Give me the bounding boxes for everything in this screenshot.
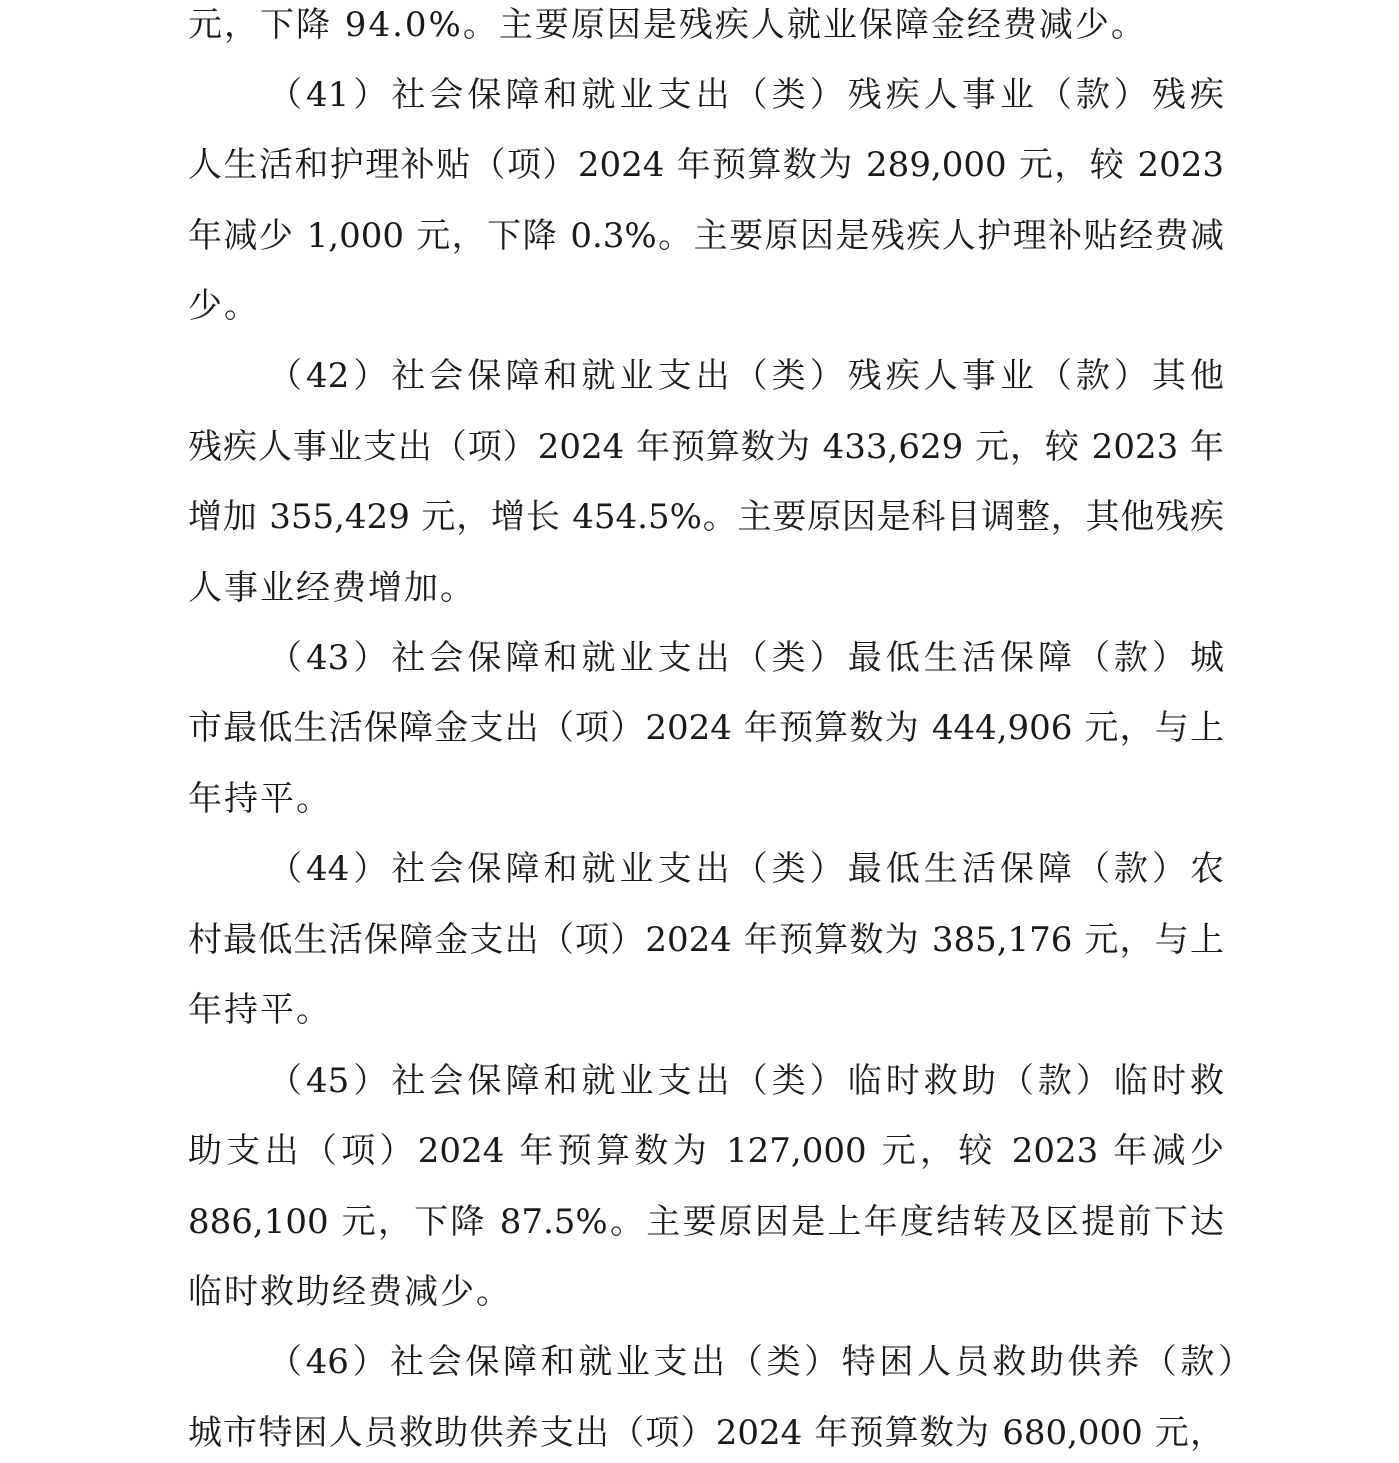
- text-line: 元，下降 94.0%。主要原因是残疾人就业保障金经费减少。: [188, 5, 1147, 45]
- paragraph-43-first-line: （43）社会保障和就业支出（类）最低生活保障（款）城: [268, 638, 1224, 678]
- text-line: 残疾人事业支出（项）2024 年预算数为 433,629 元，较 2023 年: [188, 427, 1224, 467]
- text-line: 886,100 元，下降 87.5%。主要原因是上年度结转及区提前下达: [188, 1202, 1224, 1242]
- text-line: 年持平。: [188, 990, 332, 1030]
- text-line: 助支出（项）2024 年预算数为 127,000 元，较 2023 年减少: [188, 1131, 1224, 1171]
- paragraph-44-first-line: （44）社会保障和就业支出（类）最低生活保障（款）农: [268, 849, 1224, 889]
- text-line: 少。: [188, 286, 260, 326]
- text-line: 临时救助经费减少。: [188, 1272, 512, 1312]
- paragraph-42-first-line: （42）社会保障和就业支出（类）残疾人事业（款）其他: [268, 356, 1224, 396]
- paragraph-45-first-line: （45）社会保障和就业支出（类）临时救助（款）临时救: [268, 1061, 1224, 1101]
- paragraph-46-first-line: （46）社会保障和就业支出（类）特困人员救助供养（款）: [268, 1342, 1252, 1382]
- text-line: 市最低生活保障金支出（项）2024 年预算数为 444,906 元，与上: [188, 708, 1224, 748]
- text-line: 增加 355,429 元，增长 454.5%。主要原因是科目调整，其他残疾: [188, 497, 1224, 537]
- text-line: 人生活和护理补贴（项）2024 年预算数为 289,000 元，较 2023: [188, 145, 1224, 185]
- text-line: 人事业经费增加。: [188, 568, 476, 608]
- paragraph-41-first-line: （41）社会保障和就业支出（类）残疾人事业（款）残疾: [268, 75, 1224, 115]
- text-line: 年减少 1,000 元，下降 0.3%。主要原因是残疾人护理补贴经费减: [188, 216, 1224, 256]
- text-line: 年持平。: [188, 779, 332, 819]
- text-line: 村最低生活保障金支出（项）2024 年预算数为 385,176 元，与上: [188, 920, 1224, 960]
- text-line: 城市特困人员救助供养支出（项）2024 年预算数为 680,000 元，: [188, 1413, 1224, 1453]
